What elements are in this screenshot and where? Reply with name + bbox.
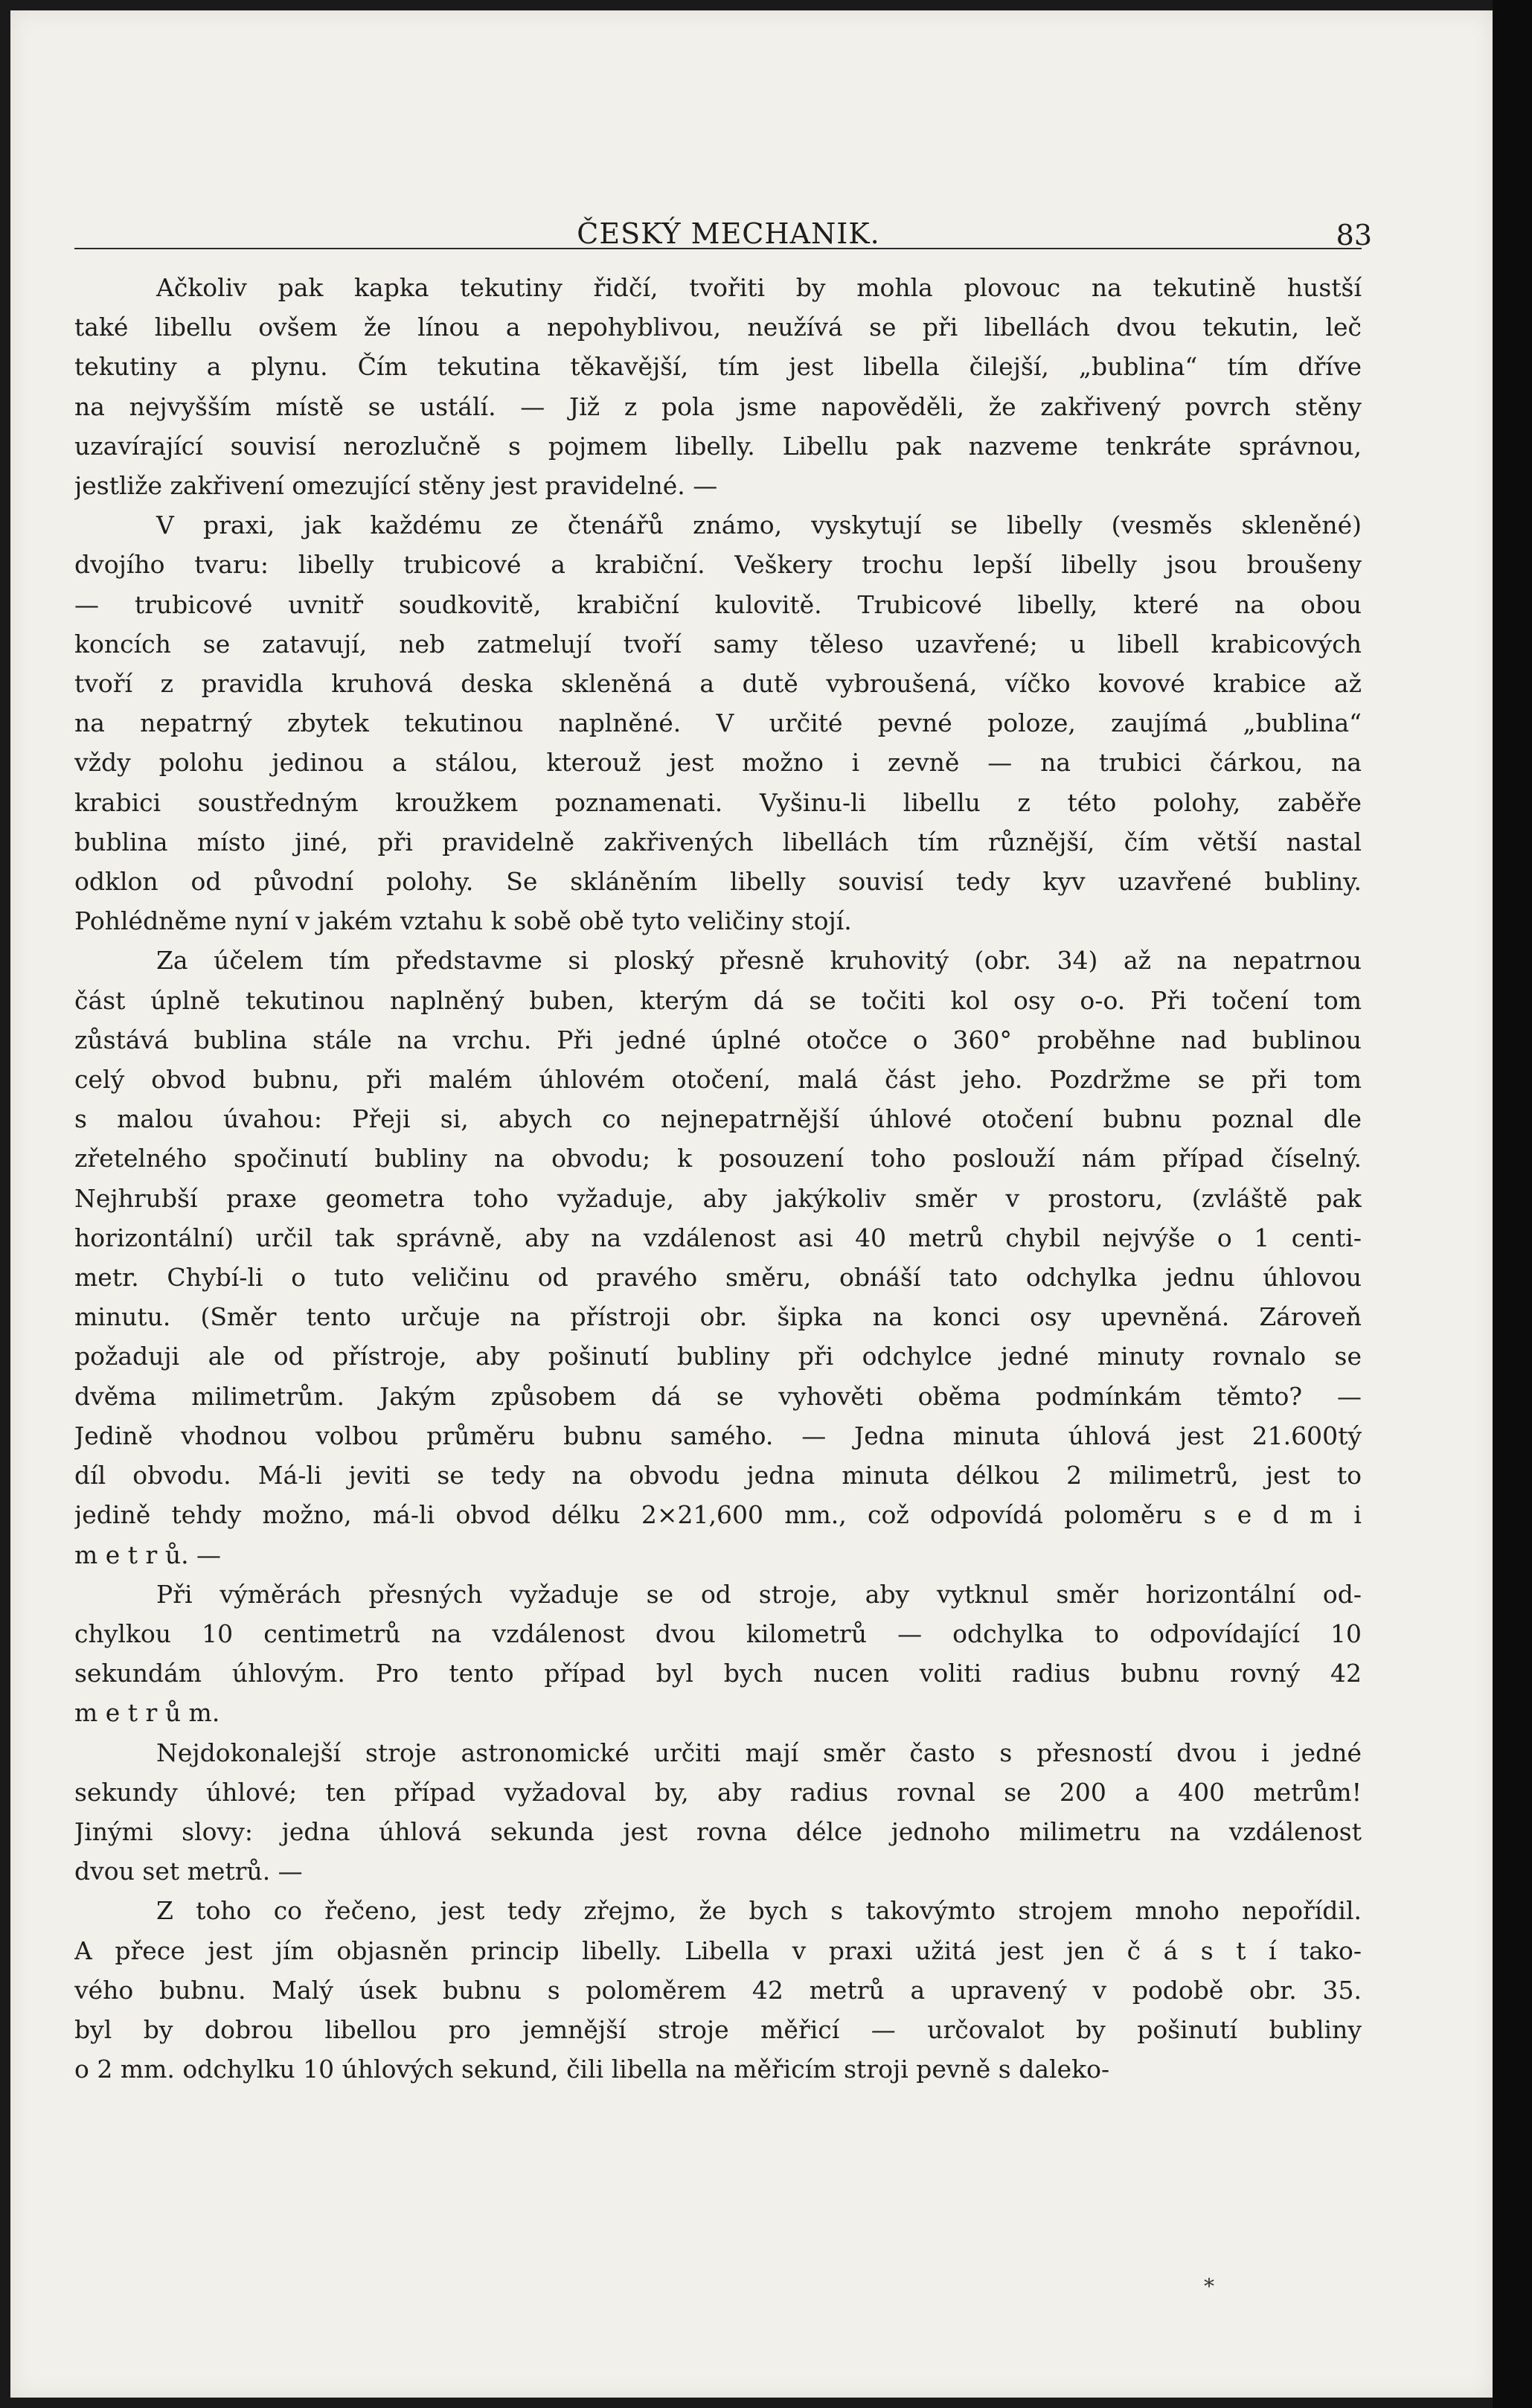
text-line: — trubicové uvnitř soudkovitě, krabiční kulovitě. Trubicové libelly, které na obou	[74, 589, 1362, 619]
text-line: jestliže zakřivení omezující stěny jest pravidelné. —	[74, 471, 718, 501]
text-line: vždy polohu jedinou a stálou, kterouž jest možno i zevně — na trubici čárkou, na	[74, 748, 1362, 778]
scan-edge	[1493, 0, 1532, 2408]
text-line: Nejhrubší praxe geometra toho vyžaduje, aby jakýkoliv směr v prostoru, (zvláště pak	[74, 1183, 1362, 1213]
text-line: díl obvodu. Má-li jeviti se tedy na obvodu jedna minuta délkou 2 milimetrů, jest to	[74, 1461, 1362, 1490]
paragraph	[74, 941, 1362, 1574]
text-line: koncích se zatavují, neb zatmelují tvoří samy těleso uzavřené; u libell krabicových	[74, 629, 1362, 659]
text-line: chylkou 10 centimetrů na vzdálenost dvou kilometrů — odchylka to odpovídající 10	[74, 1618, 1362, 1648]
text-line: zůstává bublina stále na vrchu. Při jedné úplné otočce o 360° proběhne nad bublinou	[74, 1025, 1362, 1054]
text-line: celý obvod bubnu, při malém úhlovém otočení, malá část jeho. Pozdržme se při tom	[74, 1065, 1362, 1095]
paragraph	[74, 505, 1362, 941]
text-line: minutu. (Směr tento určuje na přístroji obr. šipka na konci osy upevněná. Zároveň	[74, 1302, 1362, 1332]
text-line: vého bubnu. Malý úsek bubnu s poloměrem 42 metrů a upravený v podobě obr. 35.	[74, 1975, 1362, 2005]
text-line: Pohlédněme nyní v jakém vztahu k sobě obě tyto veličiny stojí.	[74, 906, 852, 936]
text-line: V praxi, jak každému ze čtenářů známo, vyskytují se libelly (vesměs skleněné)	[156, 510, 1362, 540]
text-line: tekutiny a plynu. Čím tekutina těkavější, tím jest libella čilejší, „bublina“ tím dříve	[74, 352, 1362, 382]
text-line: Z toho co řečeno, jest tedy zřejmo, že bych s takovýmto strojem mnoho nepořídil.	[156, 1896, 1362, 1926]
text-line: jedině tehdy možno, má-li obvod délku 2×21,600 mm., což odpovídá poloměru s e d m i	[74, 1500, 1362, 1530]
text-line: m e t r ů. —	[74, 1540, 222, 1569]
text-line: s malou úvahou: Přeji si, abych co nejnepatrnější úhlové otočení bubnu poznal dle	[74, 1104, 1362, 1134]
text-line: A přece jest jím objasněn princip libelly. Libella v praxi užitá jest jen č á s t í tako-	[74, 1935, 1362, 1965]
header-rule	[74, 248, 1362, 249]
text-line: odklon od původní polohy. Se skláněním libelly souvisí tedy kyv uzavřené bubliny.	[74, 867, 1362, 897]
paragraph	[74, 1733, 1362, 1892]
paragraph	[74, 1575, 1362, 1733]
paragraph	[74, 268, 1362, 505]
text-line: na nejvyšším místě se ustálí. — Již z pola jsme napověděli, že zakřivený povrch stěny	[74, 391, 1362, 421]
text-line: bublina místo jiné, při pravidelně zakřivených libellách tím různější, čím větší nastal	[74, 827, 1362, 856]
text-line: zřetelného spočinutí bubliny na obvodu; k posouzení toho poslouží nám případ číselný.	[74, 1144, 1362, 1173]
text-line: Jinými slovy: jedna úhlová sekunda jest rovna délce jednoho milimetru na vzdálenost	[74, 1816, 1362, 1846]
page-number: 83	[1336, 219, 1372, 252]
text-line: Jedině vhodnou volbou průměru bubnu samého. — Jedna minuta úhlová jest 21.600tý	[74, 1421, 1362, 1450]
text-line: dvou set metrů. —	[74, 1857, 303, 1886]
text-line: část úplně tekutinou naplněný buben, kterým dá se točiti kol osy o-o. Při točení tom	[74, 985, 1362, 1015]
text-line: tvoří z pravidla kruhová deska skleněná a dutě vybroušená, víčko kovové krabice až	[74, 669, 1362, 699]
text-line: o 2 mm. odchylku 10 úhlových sekund, čili libella na měřicím stroji pevně s daleko-	[74, 2055, 1110, 2084]
text-line: sekundy úhlové; ten případ vyžadoval by, aby radius rovnal se 200 a 400 metrům!	[74, 1777, 1362, 1807]
text-line: požaduji ale od přístroje, aby pošinutí bubliny při odchylce jedné minuty rovnalo se	[74, 1342, 1362, 1371]
body-text	[74, 268, 1362, 2089]
text-line: Nejdokonalejší stroje astronomické určiti mají směr často s přesností dvou i jedné	[156, 1738, 1362, 1767]
text-line: Ačkoliv pak kapka tekutiny řidčí, tvořiti by mohla plovouc na tekutině hustší	[156, 273, 1362, 302]
text-line: krabici soustředným kroužkem poznamenati. Vyšinu-li libellu z této polohy, zaběře	[74, 787, 1362, 817]
text-line: byl by dobrou libellou pro jemnější stroje měřicí — určovalot by pošinutí bubliny	[74, 2014, 1362, 2044]
text-line: horizontální) určil tak správně, aby na vzdálenost asi 40 metrů chybil nejvýše o 1 centi-	[74, 1223, 1362, 1252]
text-line: sekundám úhlovým. Pro tento případ byl bych nucen voliti radius bubnu rovný 42	[74, 1659, 1362, 1688]
text-line: také libellu ovšem že línou a nepohyblivou, neužívá se při libellách dvou tekutin, leč	[74, 313, 1362, 342]
text-line: na nepatrný zbytek tekutinou naplněné. V určité pevné poloze, zaujímá „bublina“	[74, 708, 1362, 738]
text-line: Při výměrách přesných vyžaduje se od stroje, aby vytknul směr horizontální od-	[156, 1579, 1362, 1609]
text-line: dvojího tvaru: libelly trubicové a krabiční. Veškery trochu lepší libelly jsou broušeny	[74, 550, 1362, 580]
text-line: metr. Chybí-li o tuto veličinu od pravého směru, obnáší tato odchylka jednu úhlovou	[74, 1263, 1362, 1293]
text-line: dvěma milimetrům. Jakým způsobem dá se vyhověti oběma podmínkám těmto? —	[74, 1381, 1362, 1411]
text-line: uzavírající souvisí nerozlučně s pojmem libelly. Libellu pak nazveme tenkráte správnou,	[74, 431, 1362, 461]
paragraph	[74, 1891, 1362, 2089]
page-title: ČESKÝ MECHANIK.	[577, 217, 880, 250]
running-header	[85, 211, 1372, 256]
text-line: Za účelem tím představme si ploský přesně kruhovitý (obr. 34) až na nepatrnou	[156, 946, 1362, 976]
text-line: m e t r ů m.	[74, 1698, 220, 1728]
signature-mark: *	[1204, 2274, 1214, 2299]
